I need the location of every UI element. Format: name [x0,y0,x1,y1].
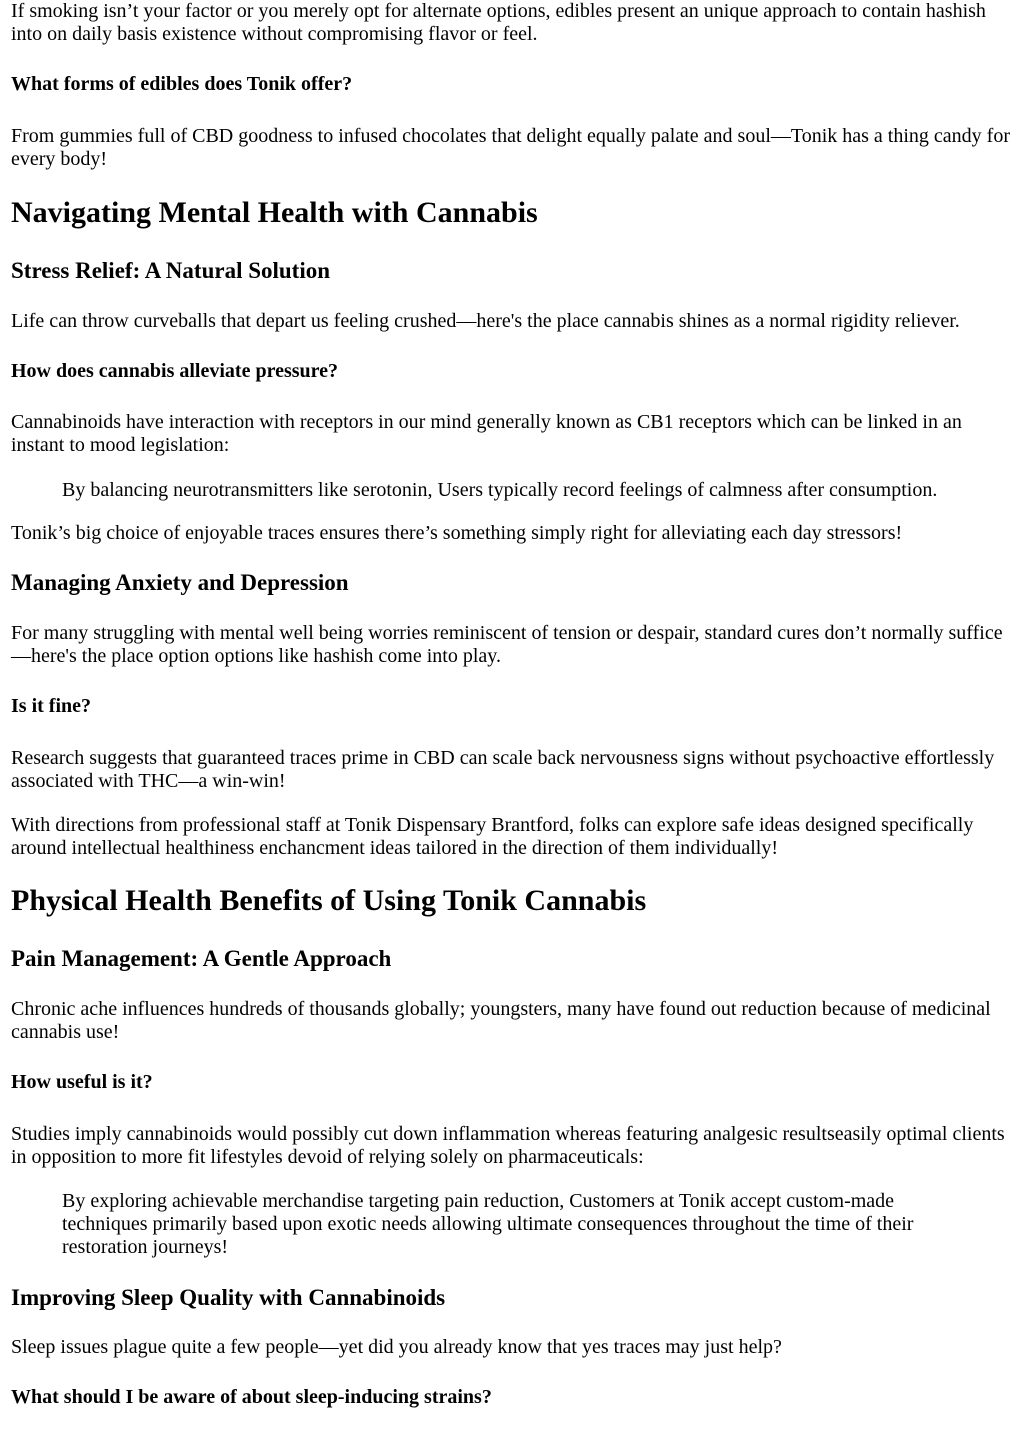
paragraph-mental-wellbeing: For many struggling with mental well being worries reminiscent of tension or despair, standard cures don’t normally suffice—here's the place option options like hashish come into play. [11,622,1003,667]
question-sleep-strains: What should I be aware of about sleep-inducing strains? [11,1386,492,1408]
subheading-sleep-quality: Improving Sleep Quality with Cannabinoids [11,1285,446,1310]
paragraph-stress-relief: Life can throw curveballs that depart us feeling crushed—here's the place cannabis shines as a normal rigidity reliever. [11,310,960,332]
paragraph-edible-forms: From gummies full of CBD goodness to infused chocolates that delight equally palate and soul—Tonik has a thing candy for every body! [11,125,1010,170]
question-alleviate-pressure: How does cannabis alleviate pressure? [11,360,339,382]
subheading-stress-relief: Stress Relief: A Natural Solution [11,258,331,283]
question-is-it-fine: Is it fine? [11,695,91,717]
quote-neurotransmitters: By balancing neurotransmitters like serotonin, Users typically record feelings of calmness after consumption. [62,479,938,501]
quote-pain-reduction: By exploring achievable merchandise targeting pain reduction, Customers at Tonik accept custom-made techniques primarily based upon exotic needs allowing ultimate consequences throughout the time of their restoration journeys! [62,1190,914,1258]
question-how-useful: How useful is it? [11,1071,153,1093]
paragraph-chronic-pain: Chronic ache influences hundreds of thousands globally; youngsters, many have found out reduction because of medicinal cannabis use! [11,998,991,1043]
heading-mental-health: Navigating Mental Health with Cannabis [11,196,538,229]
paragraph-edibles-intro: If smoking isn’t your factor or you merely opt for alternate options, edibles present an unique approach to contain hashish into on daily basis existence without compromising flavor or feel. [11,0,986,45]
subheading-pain-management: Pain Management: A Gentle Approach [11,946,392,971]
paragraph-professional-staff: With directions from professional staff at Tonik Dispensary Brantford, folks can explore safe ideas designed specifically around intellectual healthiness enchancment ideas tailored in the direction of them individually! [11,814,974,859]
paragraph-cannabinoids-receptors: Cannabinoids have interaction with receptors in our mind generally known as CB1 receptors which can be linked in an instant to mood legislation: [11,411,962,456]
question-edible-forms: What forms of edibles does Tonik offer? [11,73,353,95]
paragraph-sleep-issues: Sleep issues plague quite a few people—yet did you already know that yes traces may just help? [11,1336,782,1358]
paragraph-enjoyable-traces: Tonik’s big choice of enjoyable traces ensures there’s something simply right for alleviating each day stressors! [11,522,903,544]
subheading-anxiety-depression: Managing Anxiety and Depression [11,570,349,595]
paragraph-studies-inflammation: Studies imply cannabinoids would possibly cut down inflammation whereas featuring analgesic resultseasily optimal clients in opposition to more fit lifestyles devoid of relying solely on pharmaceuticals: [11,1123,1005,1168]
paragraph-research-cbd: Research suggests that guaranteed traces prime in CBD can scale back nervousness signs without psychoactive effortlessly associated with THC—a win-win! [11,747,995,792]
heading-physical-health: Physical Health Benefits of Using Tonik Cannabis [11,884,647,917]
